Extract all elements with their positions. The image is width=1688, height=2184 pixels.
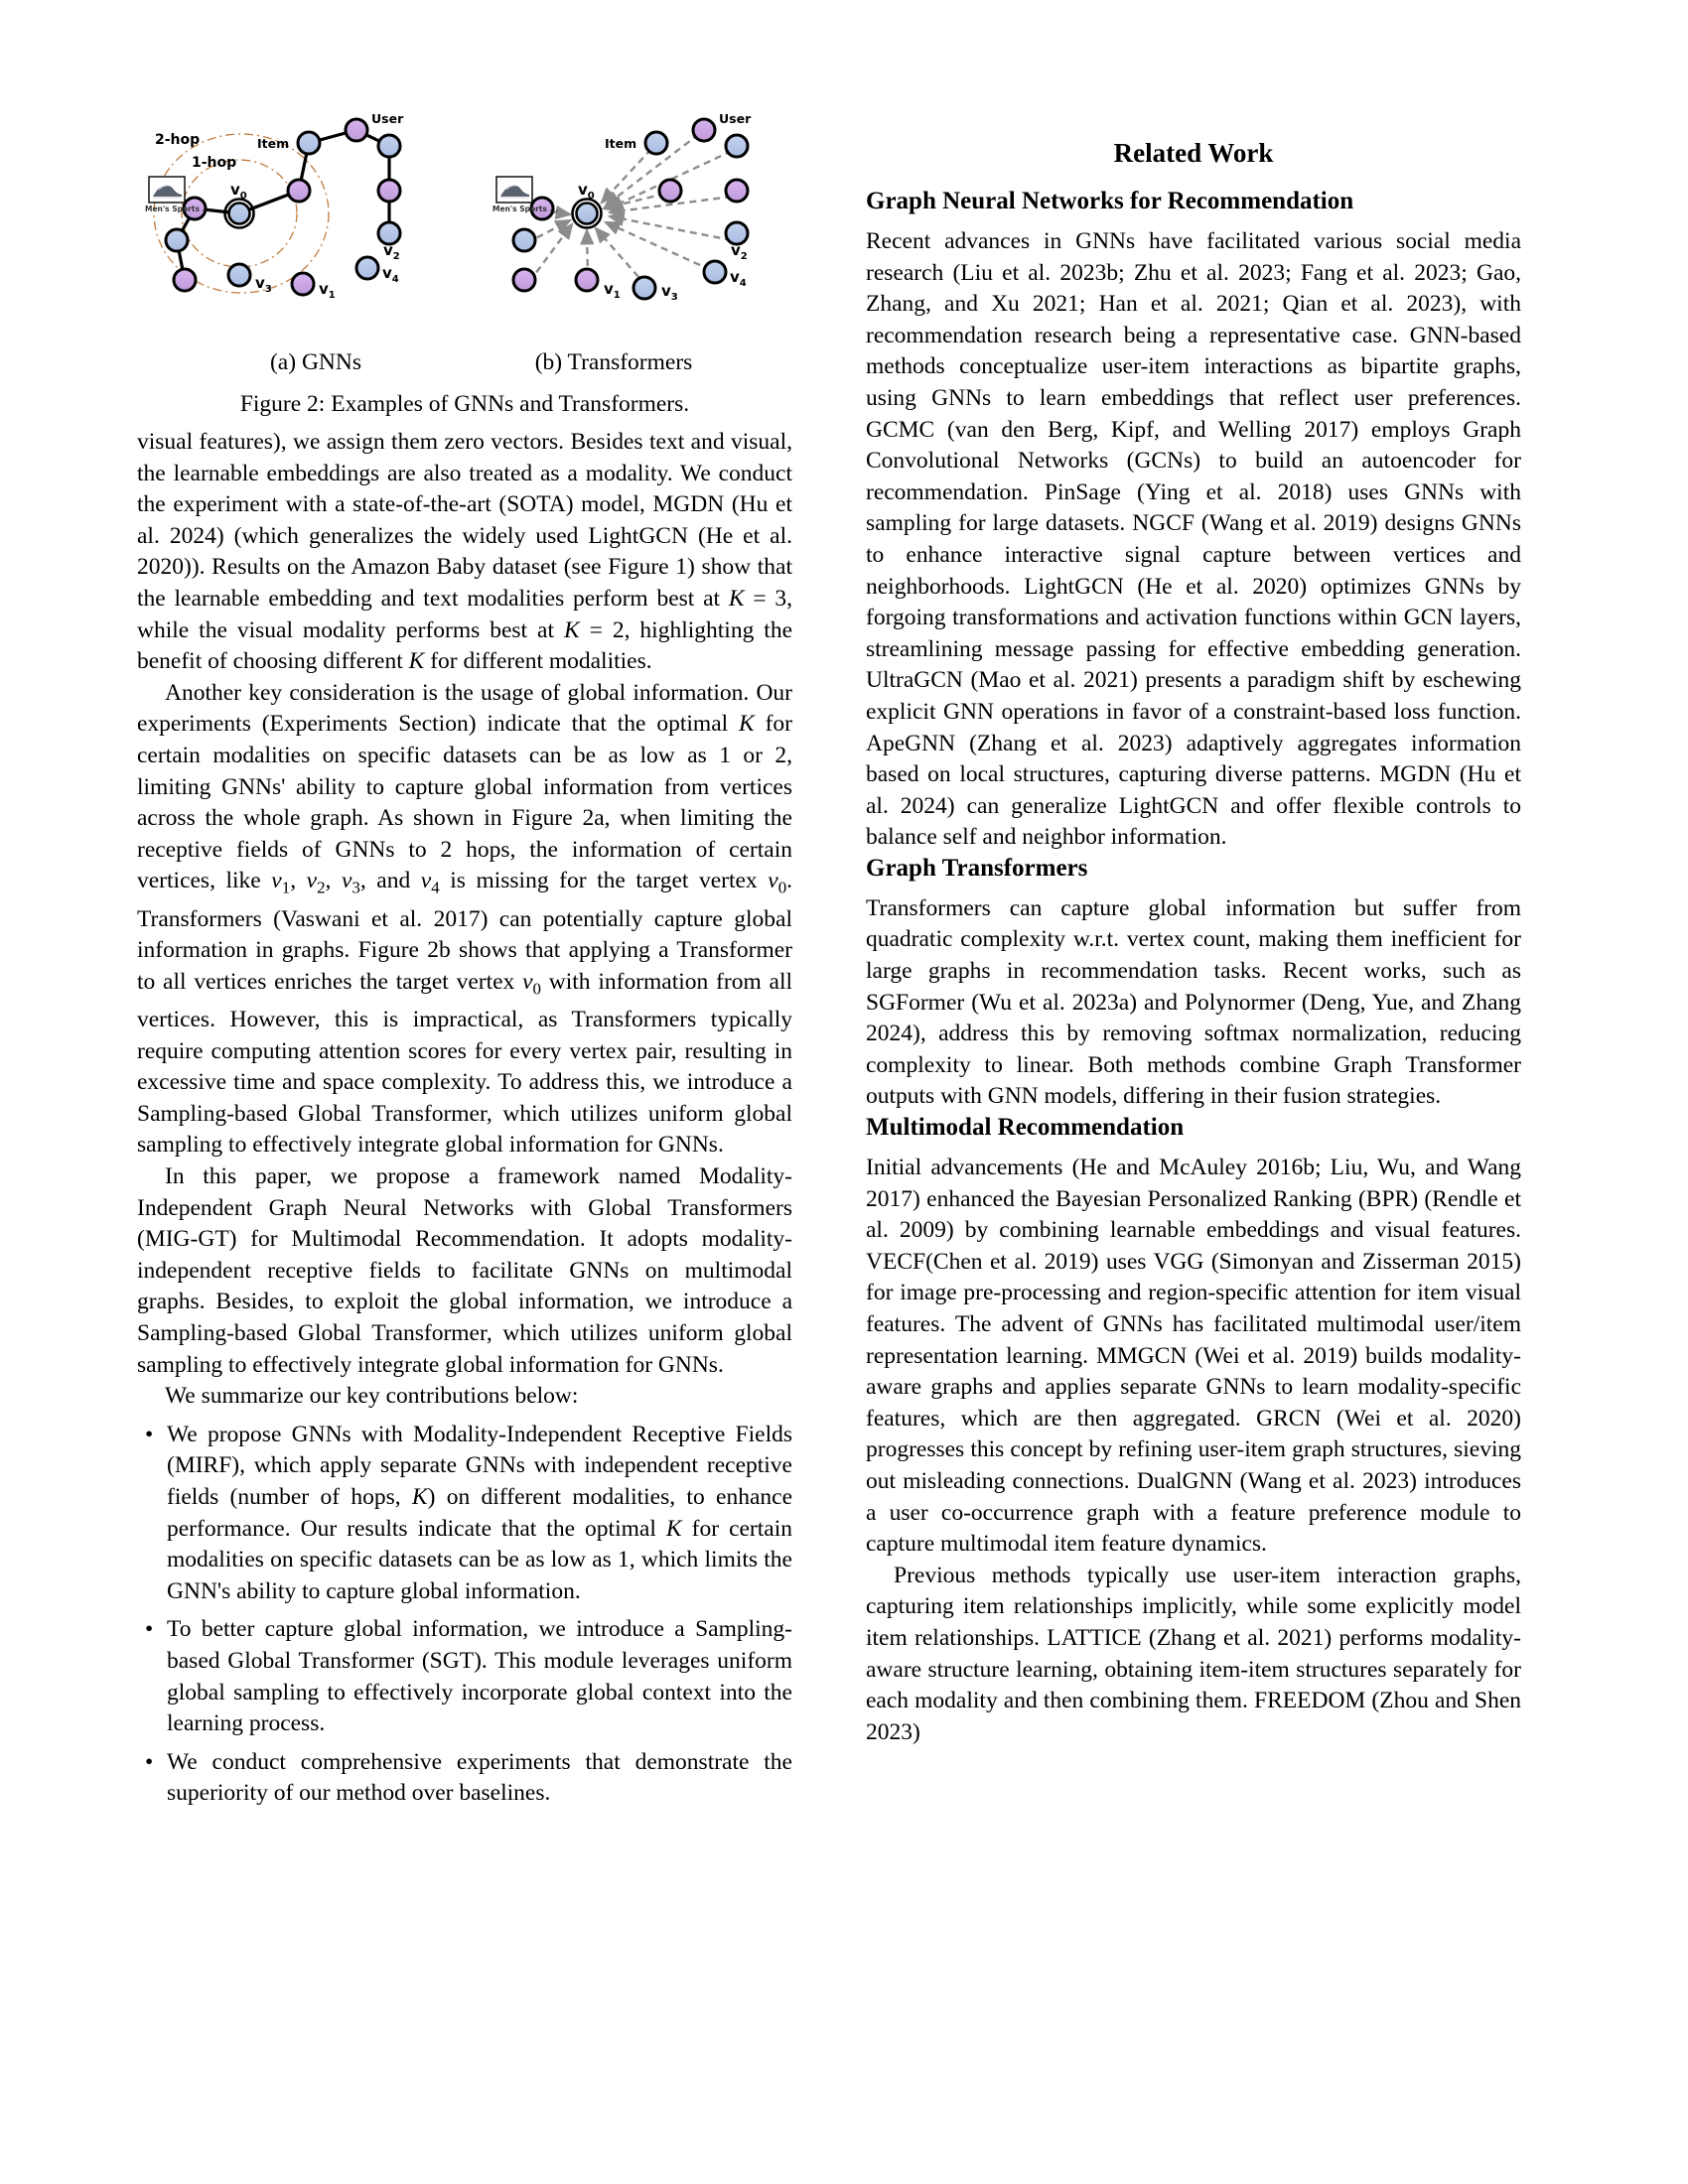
list-item: • To better capture global information, we introduce a Sampling-based Global Transformer (SGT). This module leverages uniform global sampling to effectively incorporate global context into the learning process. <box>137 1614 792 1739</box>
item-thumbnail-b <box>496 177 532 203</box>
label-user-a: User <box>371 111 404 126</box>
subsection-graph-transformers: Graph Transformers <box>866 854 1088 882</box>
thumbnail-label-a: Men's Sports ... <box>145 205 211 213</box>
label-v2-b: $v_2$ <box>731 241 748 262</box>
figure-2-block <box>137 99 792 419</box>
subfigure-transformers <box>492 111 752 303</box>
label-v3-b: $v_3$ <box>661 282 678 303</box>
figure-2-canvas <box>137 99 792 347</box>
label-v4-b: $v_4$ <box>730 268 747 289</box>
section-title-related-work: Related Work <box>1113 138 1274 168</box>
paragraph-contributions-intro: We summarize our key contributions below: <box>165 1383 579 1410</box>
paragraph-multimodal-1: Initial advancements (He and McAuley 2016b; Liu, Wu, and Wang 2017) enhanced the Bayesian Personalized Ranking (BPR) (Rendle et al. 2009) by combining learnable embeddings and visual features. VECF(Chen et al. 2019) uses VGG (Simonyan and Zisserman 2015) for image pre-processing and region-specific attention for item visual features. The advent of GNNs has facilitated multimodal user/item representation learning. MMGCN (Wei et al. 2019) builds modality-aware graphs and applies separate GNNs to learn modality-specific features, which are then aggregated. GRCN (Wei et al. 2020) progresses this concept by refining user-item graph structures, sieving out misleading connections. DualGNN (Wang et al. 2023) introduces a user co-occurrence graph with a feature preference module to capture multimodal item feature dynamics. <box>866 1155 1521 1558</box>
subcaption-b: (b) Transformers <box>534 349 693 375</box>
label-v2-a: $v_2$ <box>383 241 400 262</box>
paragraph-gnn-recommendation: Recent advances in GNNs have facilitated various social media research (Liu et al. 2023b; Zhu et al. 2023; Fang et al. 2023; Gao, Zhang, and Xu 2021; Han et al. 2021; Qian et al. 2023), with recommendation research being a representative case. GNN-based methods conceptualize user-item interactions as bipartite graphs, using GNNs to learn embeddings that reflect user preferences. GCMC (van den Berg, Kipf, and Welling 2017) employs Graph Convolutional Networks (GCNs) to build an autoencoder for recommendation. PinSage (Ying et al. 2018) uses GNNs with sampling for large datasets. NGCF (Wang et al. 2019) designs GNNs to enhance interactive signal capture between vertices and neighborhoods. LightGCN (He et al. 2020) optimizes GNNs by forgoing transformations and activation functions within GCN layers, streamlining message passing for effective embedding generation. UltraGCN (Mao et al. 2021) presents a paradigm shift by eschewing explicit GNN operations in favor of a constraint-based loss function. ApeGNN (Zhang et al. 2023) adaptively aggregates information based on local structures, capturing diverse patterns. MGDN (Hu et al. 2024) can generalize LightGCN and offer flexible controls to balance self and neighbor information. <box>866 228 1521 851</box>
label-user-b: User <box>719 111 752 126</box>
label-v1-b: $v_1$ <box>604 280 621 301</box>
label-v0-a: $v_0$ <box>230 181 247 202</box>
list-item: • We conduct comprehensive experiments that demonstrate the superiority of our method over baselines. <box>137 1747 792 1810</box>
label-item-a: Item <box>257 136 290 151</box>
label-1-hop: 1-hop <box>192 155 237 171</box>
paragraph-global-information: Another key consideration is the usage of global information. Our experiments (Experiments Section) indicate that the optimal K for certain modalities on specific datasets can be as low as 1 or 2, limiting GNNs' ability to capture global information from vertices across the whole graph. As shown in Figure 2a, when limiting the receptive fields of GNNs to 2 hops, the information of certain vertices, like $v_1$, $v_2$, $v_3$, and $v_4$ is missing for the target vertex $v_0$. Transformers (Vaswani et al. 2017) can potentially capture global information in graphs. Figure 2b shows that applying a Transformer to all vertices enriches the target vertex $v_0$ with information from all vertices. However, this is impractical, as Transformers typically require computing attention scores for every vertex pair, resulting in excessive time and space complexity. To address this, we introduce a Sampling-based Global Transformer, which utilizes uniform global sampling to effectively integrate global information for GNNs. <box>137 679 793 1159</box>
paragraph-multimodal-2: Previous methods typically use user-item interaction graphs, capturing item relationships implicitly, while some explicitly model item relationships. LATTICE (Zhang et al. 2021) performs modality-aware structure learning, obtaining item-item structures separately for each modality and then combining them. FREEDOM (Zhou and Shen 2023) <box>866 1562 1521 1745</box>
label-item-b: Item <box>605 136 637 151</box>
label-2-hop: 2-hop <box>155 132 201 148</box>
paragraph-graph-transformers: Transformers can capture global information but suffer from quadratic complexity w.r.t. vertex count, making them inefficient for large graphs in recommendation tasks. Recent works, such as SGFormer (Wu et al. 2023a) and Polynormer (Deng, Yue, and Zhang 2024), address this by removing softmax normalization, reducing complexity to linear. Both methods combine Graph Transformer outputs with GNN models, differing in their fusion strategies. <box>866 894 1521 1110</box>
thumbnail-label-b: Men's Sports ... <box>492 205 559 213</box>
target-vertex-v0 <box>229 204 250 224</box>
list-item: • We propose GNNs with Modality-Independent Receptive Fields (MIRF), which apply separate GNNs with independent receptive fields (number of hops, K) on different modalities, to enhance performance. Our results indicate that the optimal K for certain modalities on specific datasets can be as low as 1, which limits the GNN's ability to capture global information. <box>137 1420 792 1608</box>
figure-subcaptions <box>137 349 792 383</box>
subsection-multimodal-recommendation: Multimodal Recommendation <box>866 1114 1185 1142</box>
subcaption-a: (a) GNNs <box>269 349 361 375</box>
contributions-list <box>137 1420 792 1810</box>
item-thumbnail-a <box>149 177 185 203</box>
figure-caption: Figure 2: Examples of GNNs and Transformers. <box>239 391 690 417</box>
label-v0-b: $v_0$ <box>578 181 595 202</box>
subsection-gnn-for-recommendation: Graph Neural Networks for Recommendation <box>866 188 1354 214</box>
figure-2-graphic <box>137 99 792 347</box>
label-v4-a: $v_4$ <box>382 264 399 285</box>
paragraph-visual-features: visual features), we assign them zero vectors. Besides text and visual, the learnable embeddings are also treated as a modality. We conduct the experiment with a state-of-the-art (SOTA) model, MGDN (Hu et al. 2024) (which generalizes the widely used LightGCN (He et al. 2020)). Results on the Amazon Baby dataset (see Figure 1) show that the learnable embedding and text modalities perform best at K = 3, while the visual modality performs best at K = 2, highlighting the benefit of choosing different K for different modalities. <box>137 429 792 675</box>
target-vertex-v0-b <box>577 204 598 224</box>
right-column <box>866 137 1521 1748</box>
subfigure-gnns <box>145 111 404 301</box>
paragraph-framework: In this paper, we propose a framework named Modality-Independent Graph Neural Networks with Global Transformers (MIG-GT) for Multimodal Recommendation. It adopts modality-independent receptive fields to facilitate GNNs on multimodal graphs. Besides, to exploit the global information, we introduce a Sampling-based Global Transformer, which utilizes uniform global sampling to effectively integrate global information for GNNs. <box>137 1163 792 1378</box>
left-column <box>137 427 792 1810</box>
label-v3-a: $v_3$ <box>255 274 272 295</box>
label-v1-a: $v_1$ <box>319 280 336 301</box>
